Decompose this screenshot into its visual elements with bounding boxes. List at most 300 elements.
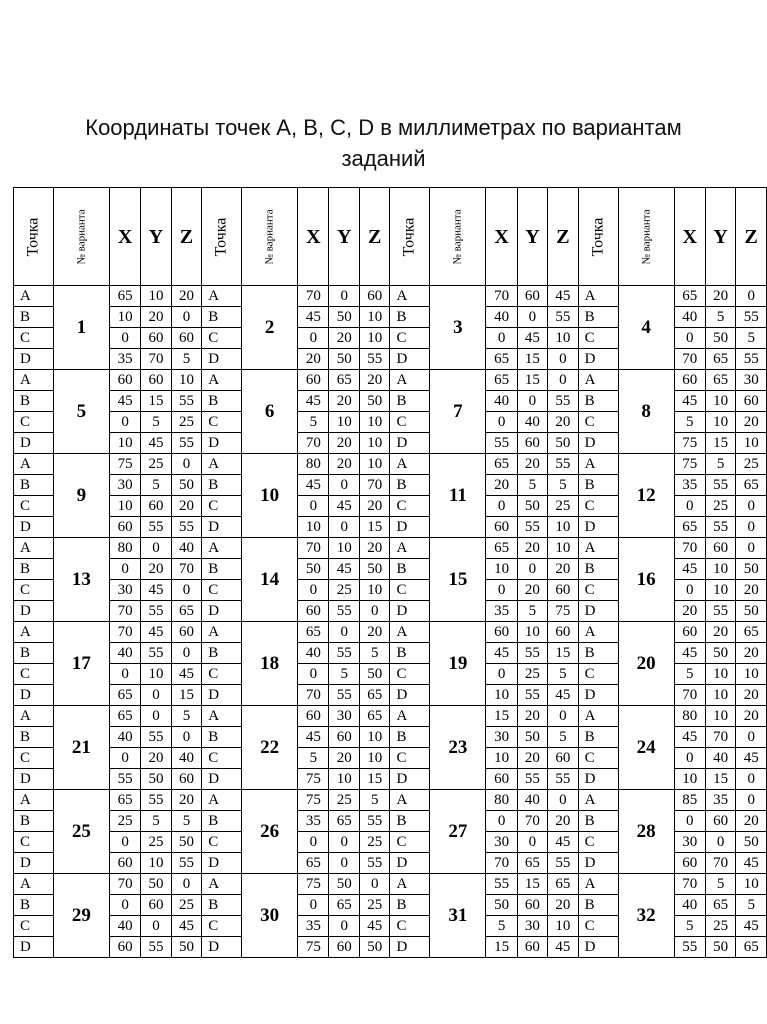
coord-x: 30: [110, 475, 141, 496]
point-label: C: [202, 664, 242, 685]
coord-x: 65: [486, 538, 517, 559]
coord-z: 20: [359, 622, 389, 643]
point-label: C: [202, 328, 242, 349]
coord-y: 55: [517, 685, 547, 706]
coord-z: 50: [359, 664, 389, 685]
coord-x: 75: [298, 937, 329, 958]
coord-x: 0: [298, 496, 329, 517]
coord-z: 10: [359, 580, 389, 601]
point-label: D: [390, 769, 430, 790]
coord-y: 60: [141, 328, 171, 349]
coord-x: 45: [298, 727, 329, 748]
coord-y: 15: [517, 874, 547, 895]
point-label: D: [578, 601, 618, 622]
coord-y: 40: [517, 790, 547, 811]
point-label: B: [390, 811, 430, 832]
point-label: A: [202, 370, 242, 391]
point-label: D: [202, 937, 242, 958]
variant-number: 19: [430, 622, 486, 706]
header-variant: № варианта: [430, 188, 486, 286]
coord-z: 10: [548, 916, 578, 937]
point-label: B: [14, 307, 54, 328]
coord-y: 70: [705, 853, 735, 874]
header-variant: № варианта: [618, 188, 674, 286]
coord-x: 60: [298, 370, 329, 391]
header-row: [14, 188, 767, 286]
coord-z: 55: [171, 433, 201, 454]
coord-y: 55: [517, 769, 547, 790]
point-label: A: [390, 706, 430, 727]
coord-y: 5: [705, 454, 735, 475]
coord-z: 20: [548, 559, 578, 580]
coord-y: 20: [141, 559, 171, 580]
point-label: C: [390, 496, 430, 517]
coord-y: 20: [329, 748, 359, 769]
variant-number: 6: [242, 370, 298, 454]
coord-z: 50: [171, 937, 201, 958]
coord-x: 45: [486, 643, 517, 664]
coord-y: 20: [517, 706, 547, 727]
coord-z: 10: [359, 433, 389, 454]
coord-y: 50: [329, 349, 359, 370]
coord-y: 20: [517, 748, 547, 769]
point-label: A: [14, 790, 54, 811]
coord-y: 10: [329, 412, 359, 433]
header-z: Z: [171, 188, 201, 286]
coord-z: 0: [359, 874, 389, 895]
coord-z: 60: [171, 622, 201, 643]
coord-x: 0: [674, 580, 705, 601]
point-label: B: [578, 475, 618, 496]
coord-z: 60: [548, 748, 578, 769]
coord-x: 55: [486, 433, 517, 454]
coord-y: 55: [141, 727, 171, 748]
coord-z: 5: [359, 790, 389, 811]
point-label: C: [14, 748, 54, 769]
coord-x: 40: [110, 643, 141, 664]
table-row: [14, 790, 767, 811]
variant-number: 20: [618, 622, 674, 706]
coord-x: 70: [298, 538, 329, 559]
coord-y: 0: [705, 832, 735, 853]
coord-y: 60: [517, 433, 547, 454]
coord-z: 45: [548, 685, 578, 706]
coord-x: 45: [674, 559, 705, 580]
coord-z: 0: [171, 580, 201, 601]
point-label: A: [390, 370, 430, 391]
point-label: C: [390, 664, 430, 685]
variant-number: 31: [430, 874, 486, 958]
coord-y: 60: [705, 811, 735, 832]
point-label: B: [202, 307, 242, 328]
coord-z: 65: [359, 706, 389, 727]
coord-x: 5: [298, 748, 329, 769]
point-label: C: [202, 832, 242, 853]
coord-y: 25: [705, 496, 735, 517]
coord-z: 55: [171, 391, 201, 412]
variant-number: 9: [53, 454, 109, 538]
variant-number: 7: [430, 370, 486, 454]
header-point: Точка: [578, 188, 618, 286]
point-label: D: [390, 601, 430, 622]
coord-x: 65: [486, 370, 517, 391]
coord-z: 50: [736, 601, 767, 622]
coord-z: 55: [359, 811, 389, 832]
coord-y: 0: [329, 832, 359, 853]
coord-z: 45: [736, 916, 767, 937]
point-label: C: [14, 328, 54, 349]
table-row: [14, 370, 767, 391]
coord-y: 50: [329, 307, 359, 328]
coord-x: 45: [674, 643, 705, 664]
header-x: X: [298, 188, 329, 286]
coord-z: 45: [548, 937, 578, 958]
header-y: Y: [141, 188, 171, 286]
header-variant: № варианта: [242, 188, 298, 286]
coord-x: 0: [486, 328, 517, 349]
coord-x: 75: [298, 874, 329, 895]
coord-y: 10: [705, 391, 735, 412]
coord-z: 15: [171, 685, 201, 706]
point-label: B: [390, 895, 430, 916]
coord-y: 0: [329, 916, 359, 937]
coord-z: 45: [548, 286, 578, 307]
coord-z: 0: [548, 349, 578, 370]
variant-number: 8: [618, 370, 674, 454]
coord-x: 20: [486, 475, 517, 496]
coord-x: 40: [486, 391, 517, 412]
coord-z: 5: [359, 643, 389, 664]
coord-y: 10: [705, 580, 735, 601]
coord-x: 60: [110, 853, 141, 874]
coord-z: 15: [548, 643, 578, 664]
coord-z: 0: [171, 643, 201, 664]
coord-x: 70: [674, 349, 705, 370]
coord-z: 0: [171, 307, 201, 328]
coord-z: 55: [359, 853, 389, 874]
coord-x: 75: [298, 769, 329, 790]
coord-y: 0: [517, 391, 547, 412]
coord-y: 65: [517, 853, 547, 874]
coord-y: 50: [705, 643, 735, 664]
point-label: C: [14, 580, 54, 601]
variant-number: 13: [53, 538, 109, 622]
coord-y: 25: [141, 454, 171, 475]
coord-y: 65: [705, 370, 735, 391]
point-label: B: [14, 895, 54, 916]
point-label: D: [202, 349, 242, 370]
point-label: A: [390, 286, 430, 307]
point-label: B: [14, 559, 54, 580]
coord-y: 0: [517, 307, 547, 328]
coord-y: 5: [517, 475, 547, 496]
header-point: Точка: [202, 188, 242, 286]
title-line-2: заданий: [341, 146, 426, 171]
coord-y: 10: [517, 622, 547, 643]
coord-x: 40: [110, 916, 141, 937]
coord-y: 20: [705, 622, 735, 643]
coord-y: 45: [141, 580, 171, 601]
coord-y: 55: [141, 790, 171, 811]
coord-z: 30: [736, 370, 767, 391]
coord-z: 20: [359, 370, 389, 391]
coord-z: 45: [171, 664, 201, 685]
coord-z: 50: [359, 559, 389, 580]
coord-x: 0: [110, 412, 141, 433]
point-label: D: [578, 349, 618, 370]
coord-y: 5: [141, 475, 171, 496]
point-label: A: [202, 286, 242, 307]
coord-x: 55: [486, 874, 517, 895]
coord-y: 50: [141, 874, 171, 895]
coord-x: 45: [298, 391, 329, 412]
coord-z: 10: [359, 412, 389, 433]
point-label: B: [202, 559, 242, 580]
coord-y: 0: [141, 706, 171, 727]
point-label: C: [14, 664, 54, 685]
coord-z: 25: [548, 496, 578, 517]
variant-number: 1: [53, 286, 109, 370]
coord-z: 60: [736, 391, 767, 412]
coord-x: 75: [110, 454, 141, 475]
point-label: B: [202, 895, 242, 916]
point-label: A: [578, 874, 618, 895]
coord-x: 0: [110, 559, 141, 580]
point-label: D: [14, 937, 54, 958]
point-label: B: [202, 643, 242, 664]
point-label: C: [14, 916, 54, 937]
coord-x: 15: [486, 937, 517, 958]
coord-x: 30: [110, 580, 141, 601]
point-label: C: [390, 832, 430, 853]
coord-y: 20: [329, 328, 359, 349]
point-label: A: [578, 622, 618, 643]
variant-number: 29: [53, 874, 109, 958]
coord-z: 65: [736, 937, 767, 958]
coord-y: 10: [329, 769, 359, 790]
coord-x: 45: [298, 307, 329, 328]
coord-x: 10: [486, 748, 517, 769]
coord-x: 50: [486, 895, 517, 916]
point-label: A: [14, 370, 54, 391]
coord-y: 20: [517, 580, 547, 601]
coord-x: 35: [486, 601, 517, 622]
header-y: Y: [705, 188, 735, 286]
variant-number: 30: [242, 874, 298, 958]
header-point: Точка: [390, 188, 430, 286]
coord-x: 0: [674, 328, 705, 349]
coord-z: 55: [548, 454, 578, 475]
point-label: B: [390, 643, 430, 664]
variant-number: 23: [430, 706, 486, 790]
coord-y: 55: [141, 601, 171, 622]
coord-y: 45: [329, 496, 359, 517]
coord-y: 40: [517, 412, 547, 433]
coord-z: 5: [548, 475, 578, 496]
coord-z: 0: [171, 454, 201, 475]
coord-z: 65: [736, 475, 767, 496]
coord-x: 0: [486, 664, 517, 685]
point-label: A: [578, 790, 618, 811]
coord-x: 40: [674, 307, 705, 328]
coord-z: 20: [736, 643, 767, 664]
coord-z: 20: [171, 790, 201, 811]
point-label: C: [578, 748, 618, 769]
coord-x: 45: [298, 475, 329, 496]
point-label: A: [202, 790, 242, 811]
coord-x: 60: [110, 517, 141, 538]
coord-y: 5: [517, 601, 547, 622]
point-label: C: [390, 580, 430, 601]
coord-z: 25: [171, 895, 201, 916]
coord-y: 0: [141, 538, 171, 559]
coord-y: 0: [141, 685, 171, 706]
coord-z: 45: [736, 853, 767, 874]
coord-z: 60: [171, 328, 201, 349]
coord-x: 65: [110, 286, 141, 307]
coord-z: 55: [548, 769, 578, 790]
variant-number: 28: [618, 790, 674, 874]
point-label: D: [202, 853, 242, 874]
coord-z: 10: [359, 307, 389, 328]
coord-x: 5: [674, 916, 705, 937]
variant-number: 11: [430, 454, 486, 538]
table-row: [14, 286, 767, 307]
point-label: D: [202, 433, 242, 454]
header-z: Z: [359, 188, 389, 286]
coord-z: 50: [359, 391, 389, 412]
coord-y: 25: [141, 832, 171, 853]
coord-x: 5: [298, 412, 329, 433]
point-label: A: [14, 874, 54, 895]
coord-z: 0: [736, 496, 767, 517]
coord-z: 20: [736, 685, 767, 706]
coord-z: 40: [171, 538, 201, 559]
coord-z: 50: [548, 433, 578, 454]
coord-y: 50: [705, 937, 735, 958]
point-label: B: [390, 391, 430, 412]
coord-x: 60: [674, 622, 705, 643]
header-point: Точка: [14, 188, 54, 286]
coord-y: 0: [329, 286, 359, 307]
coord-x: 75: [674, 433, 705, 454]
coord-z: 50: [359, 937, 389, 958]
coord-y: 60: [141, 895, 171, 916]
coord-y: 20: [329, 454, 359, 475]
coord-y: 55: [141, 517, 171, 538]
coord-y: 10: [141, 664, 171, 685]
coord-x: 65: [674, 517, 705, 538]
coord-y: 65: [329, 370, 359, 391]
coord-z: 5: [736, 895, 767, 916]
coord-y: 30: [517, 916, 547, 937]
coord-z: 20: [171, 496, 201, 517]
coord-x: 70: [110, 601, 141, 622]
coord-x: 45: [674, 391, 705, 412]
coord-x: 60: [486, 517, 517, 538]
point-label: D: [202, 685, 242, 706]
coord-y: 10: [705, 706, 735, 727]
header-z: Z: [736, 188, 767, 286]
coord-z: 60: [171, 769, 201, 790]
coord-y: 25: [517, 664, 547, 685]
title-line-1: Координаты точек A, B, C, D в миллиметрах по вариантам: [85, 115, 682, 140]
point-label: A: [390, 454, 430, 475]
coord-z: 20: [736, 811, 767, 832]
variant-number: 25: [53, 790, 109, 874]
coord-z: 15: [359, 517, 389, 538]
coord-z: 20: [548, 895, 578, 916]
header-variant: № варианта: [53, 188, 109, 286]
point-label: C: [390, 412, 430, 433]
coord-z: 10: [736, 433, 767, 454]
coord-z: 0: [736, 517, 767, 538]
coord-z: 45: [736, 748, 767, 769]
coord-z: 25: [359, 832, 389, 853]
coord-x: 70: [486, 286, 517, 307]
coord-z: 10: [548, 517, 578, 538]
coord-x: 0: [674, 811, 705, 832]
coord-x: 0: [298, 664, 329, 685]
coord-y: 20: [329, 391, 359, 412]
coord-y: 35: [705, 790, 735, 811]
coord-z: 10: [359, 454, 389, 475]
coord-x: 0: [110, 748, 141, 769]
coord-x: 75: [674, 454, 705, 475]
point-label: C: [578, 916, 618, 937]
coord-z: 65: [736, 622, 767, 643]
coord-x: 0: [486, 811, 517, 832]
point-label: B: [578, 559, 618, 580]
coord-y: 10: [705, 664, 735, 685]
coord-y: 0: [517, 832, 547, 853]
coord-x: 70: [674, 685, 705, 706]
coord-y: 5: [705, 874, 735, 895]
point-label: C: [14, 412, 54, 433]
point-label: B: [390, 559, 430, 580]
coord-x: 70: [110, 874, 141, 895]
coord-x: 20: [674, 601, 705, 622]
coord-y: 60: [141, 370, 171, 391]
point-label: D: [202, 517, 242, 538]
coord-y: 20: [517, 538, 547, 559]
coord-z: 60: [548, 622, 578, 643]
coord-z: 20: [736, 412, 767, 433]
coord-y: 25: [329, 580, 359, 601]
point-label: D: [14, 433, 54, 454]
coord-y: 10: [329, 538, 359, 559]
point-label: C: [202, 916, 242, 937]
coord-y: 5: [141, 811, 171, 832]
variant-number: 3: [430, 286, 486, 370]
coord-x: 80: [110, 538, 141, 559]
coord-z: 10: [548, 538, 578, 559]
coord-x: 40: [110, 727, 141, 748]
coord-y: 10: [705, 685, 735, 706]
point-label: C: [578, 664, 618, 685]
coord-y: 70: [517, 811, 547, 832]
point-label: A: [14, 538, 54, 559]
coord-x: 5: [674, 412, 705, 433]
coord-x: 50: [298, 559, 329, 580]
coord-x: 15: [486, 706, 517, 727]
coord-y: 50: [329, 874, 359, 895]
point-label: A: [202, 538, 242, 559]
coord-y: 20: [141, 307, 171, 328]
coord-x: 0: [110, 328, 141, 349]
point-label: C: [202, 412, 242, 433]
variant-number: 10: [242, 454, 298, 538]
